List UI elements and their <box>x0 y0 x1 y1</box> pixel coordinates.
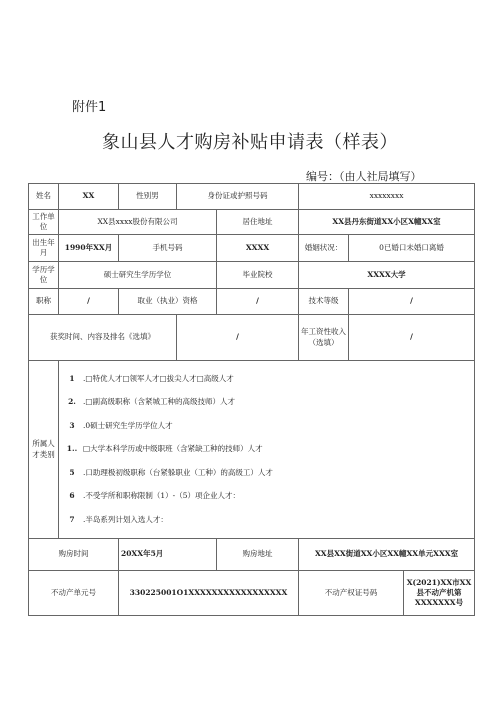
professional-title-value[interactable]: / <box>59 289 119 315</box>
property-certificate-value[interactable]: X(2021)XX市XX县不动产机第XXXXXXX号 <box>404 571 475 616</box>
marital-label: 婚姻状况： <box>299 235 349 262</box>
birth-value[interactable]: 1990年XX月 <box>59 235 119 262</box>
item-number: 5 <box>69 467 75 477</box>
purchase-time-value[interactable]: 20XX年5月 <box>119 539 217 571</box>
purchase-time-label: 购房时间 <box>29 539 119 571</box>
name-value[interactable]: XX <box>59 184 119 210</box>
school-value[interactable]: XXXX大学 <box>299 262 475 289</box>
item-number: 2. <box>68 397 76 407</box>
item-text: .□副高级职称（含紧城工种的高级技师）人才 <box>83 397 235 407</box>
item-text: □大学本科学历或中级职班（含紧缺工种的技师）人才 <box>83 444 263 454</box>
talent-category-item[interactable] <box>61 461 472 485</box>
item-number: 7 <box>69 514 75 524</box>
education-value[interactable]: 硕士研究生学历学位 <box>59 262 217 289</box>
item-text: .口助理极初级职称（台紧躲职业（工种）的高级工）人才 <box>83 467 273 477</box>
award-label: 获奖时间、内容及排名《选填》 <box>29 315 177 361</box>
school-label: 毕业院校 <box>217 262 299 289</box>
salary-label: 年工资性收入（选填） <box>299 315 349 361</box>
item-text: .□特优人才□领军人才□拔尖人才□高级人才 <box>83 373 234 383</box>
serial-number-label: 编号：（由人社局填写） <box>306 170 422 183</box>
talent-category-item[interactable] <box>61 438 472 462</box>
residence-label: 居住地址 <box>217 210 299 235</box>
item-text: .0硕士研究生学历学位人才 <box>83 420 173 430</box>
id-value[interactable]: xxxxxxxx <box>299 184 475 210</box>
talent-category-item[interactable] <box>61 391 472 415</box>
page-title: 象山县人才购房补贴申请表（样表） <box>102 132 398 153</box>
talent-category-item[interactable] <box>61 508 472 532</box>
phone-label: 手机号码 <box>119 235 217 262</box>
qualification-label: 取业（执业）资格 <box>119 289 217 315</box>
item-number: 1.. <box>66 444 78 454</box>
item-text: .半岛系列计划入选人才： <box>83 514 168 524</box>
property-unit-number-label: 不动产单元号 <box>29 571 119 616</box>
property-unit-number-value[interactable]: 330225001O1XXXXXXXXXXXXXXXXX <box>119 571 299 616</box>
residence-value[interactable]: XX县丹东街道XX小区X幢XX室 <box>299 210 475 235</box>
talent-category-item[interactable] <box>61 414 472 438</box>
talent-category-item[interactable] <box>61 367 472 391</box>
application-form-table <box>28 183 475 616</box>
gender-label[interactable]: 性别男 <box>119 184 177 210</box>
property-certificate-label: 不动产权证号码 <box>299 571 404 616</box>
item-number: 1 <box>69 373 75 383</box>
purchase-address-value[interactable]: XX县XX街道XX小区XX幢XX单元XXX室 <box>299 539 475 571</box>
phone-value[interactable]: XXXX <box>217 235 299 262</box>
item-number: 3 <box>69 420 75 430</box>
annex-label: 附件1 <box>72 100 107 115</box>
professional-title-label: 职称 <box>29 289 59 315</box>
skill-level-value[interactable]: / <box>349 289 475 315</box>
skill-level-label: 技术等级 <box>299 289 349 315</box>
name-label: 姓名 <box>29 184 59 210</box>
talent-category-list <box>59 361 475 539</box>
talent-category-label: 所属人才类别 <box>29 361 59 539</box>
talent-category-item[interactable] <box>61 485 472 509</box>
salary-value[interactable]: / <box>349 315 475 361</box>
qualification-value[interactable]: / <box>217 289 299 315</box>
item-text: .不受学所和职称限制（1）-（5）项企业人才： <box>83 491 240 501</box>
marital-value[interactable]: 0已婚口未婚口离婚 <box>349 235 475 262</box>
education-label: 学历学位 <box>29 262 59 289</box>
award-value[interactable]: / <box>177 315 299 361</box>
id-label: 身份证或护照号码 <box>177 184 299 210</box>
purchase-address-label: 购房地址 <box>217 539 299 571</box>
birth-label: 出生年月 <box>29 235 59 262</box>
work-unit-value[interactable]: XX县xxxx股份有限公司 <box>59 210 217 235</box>
work-unit-label: 工作单位 <box>29 210 59 235</box>
item-number: 6 <box>69 491 75 501</box>
